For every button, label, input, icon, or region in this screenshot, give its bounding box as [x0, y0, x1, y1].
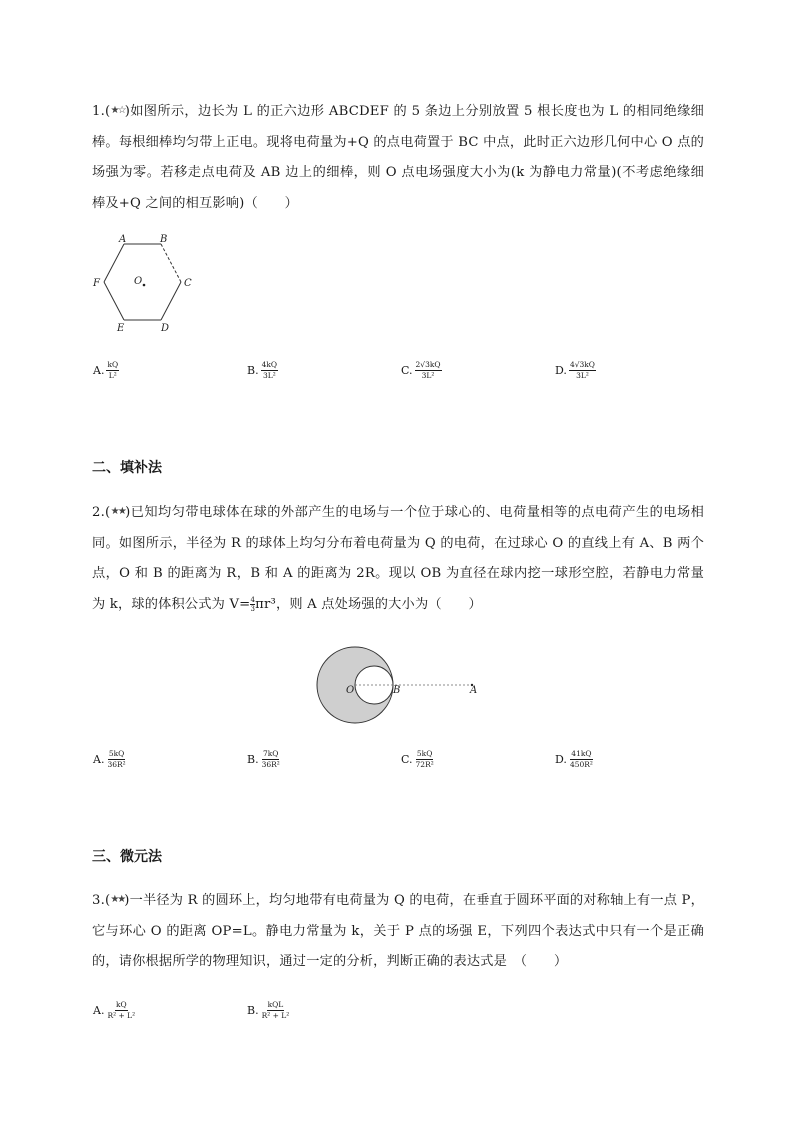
vertex-label-e: E — [117, 323, 125, 334]
question-number: 1. — [92, 104, 105, 119]
center-label-o: O — [134, 276, 143, 287]
option-label: D. — [555, 364, 567, 377]
question-body-part2: πr³，则 A 点处场强的大小为（ ） — [255, 596, 482, 612]
q2-option-b[interactable] — [247, 749, 281, 770]
q1-option-c[interactable] — [401, 360, 442, 381]
option-fraction: $\frac{5kQ}{\text{72R²}}$ — [415, 749, 434, 769]
question-1-text: 1.(★☆)如图所示，边长为 L 的正六边形 ABCDEF 的 5 条边上分别放置 5 根长度也为 L 的相同绝缘细棒。每根细棒均匀带上正电。现将电荷量为+Q 的点电荷置于 BC 中点，此时正六边形几何中心 O 点的场强为零。若移走点电荷及 AB 边上的细棒，则 O 点电场强度大小为(k 为静电力常量)(不考虑绝缘细棒及+Q 之间的相互影响)（ ） — [92, 104, 704, 211]
label-o: O — [346, 685, 355, 696]
question-body: 一半径为 R 的圆环上，均匀地带有电荷量为 Q 的电荷，在垂直于圆环平面的对称轴上有一点 P，它与环心 O 的距离 OP=L。静电力常量为 k，关于 P 点的场强 E，下列四个表达式中只有一个是正确的，请你根据所学的物理知识，通过一定的分析，判断正确的表达式是 （ ） — [92, 893, 704, 969]
edge-ef — [104, 282, 124, 320]
sphere-cavity-figure — [312, 645, 484, 727]
hexagon-figure — [88, 232, 198, 334]
difficulty-stars: ★★ — [110, 894, 125, 905]
option-label: C. — [401, 753, 413, 766]
q2-option-c[interactable] — [401, 749, 435, 770]
vertex-label-a: A — [119, 234, 127, 245]
option-fraction: $\frac{\text{kQL}}{\text{R² + L²}}$ — [261, 1000, 290, 1020]
q1-option-d[interactable] — [555, 360, 596, 381]
q2-option-d[interactable] — [555, 749, 594, 770]
option-fraction: $\frac{2√3kQ}{\text{3L²}}$ — [415, 360, 441, 380]
question-number: 3. — [92, 893, 105, 908]
q1-option-b[interactable] — [247, 360, 278, 381]
q3-option-a[interactable] — [93, 1000, 136, 1021]
option-fraction: $\frac{kQ}{\text{L²}}$ — [107, 360, 119, 380]
edge-cd — [161, 282, 181, 320]
vertex-label-b: B — [160, 234, 168, 245]
option-label: B. — [247, 1004, 259, 1017]
q1-option-a[interactable] — [93, 360, 119, 381]
label-a: A — [470, 685, 478, 696]
option-label: C. — [401, 364, 413, 377]
section-3-heading: 三、微元法 — [92, 849, 162, 865]
volume-fraction: $\frac{4}{3}$ — [250, 595, 256, 613]
vertex-label-c: C — [184, 278, 192, 289]
section-2-heading: 二、填补法 — [92, 460, 162, 476]
edge-fa — [104, 244, 124, 282]
question-body-part1: 已知均匀带电球体在球的外部产生的电场与一个位于球心的、电荷量相等的点电荷产生的电场相同。如图所示，半径为 R 的球体上均匀分布着电荷量为 Q 的电荷，在过球心 O 的直线上有 A、B 两个点，O 和 B 的距离为 R，B 和 A 的距离为 2R。现以 OB 为直径在球内挖一球形空腔，若静电力常量为 k，球的体积公式为 V= — [92, 505, 704, 612]
option-fraction: $\frac{41kQ}{\text{450R²}}$ — [569, 749, 593, 769]
option-fraction: $\frac{4kQ}{\text{3L²}}$ — [261, 360, 278, 380]
edge-bc-dashed — [161, 244, 181, 282]
q2-option-a[interactable] — [93, 749, 127, 770]
label-b: B — [393, 685, 401, 696]
option-label: D. — [555, 753, 567, 766]
question-number: 2. — [92, 505, 105, 520]
option-fraction: $\frac{kQ}{\text{R² + L²}}$ — [107, 1000, 136, 1020]
question-body: 如图所示，边长为 L 的正六边形 ABCDEF 的 5 条边上分别放置 5 根长度也为 L 的相同绝缘细棒。每根细棒均匀带上正电。现将电荷量为+Q 的点电荷置于 BC 中点，此时正六边形几何中心 O 点的场强为零。若移走点电荷及 AB 边上的细棒，则 O 点电场强度大小为(k 为静电力常量)(不考虑绝缘细棒及+Q 之间的相互影响)（ ） — [92, 104, 704, 211]
option-label: B. — [247, 753, 259, 766]
question-2-text: 2.(★★)已知均匀带电球体在球的外部产生的电场与一个位于球心的、电荷量相等的点电荷产生的电场相同。如图所示，半径为 R 的球体上均匀分布着电荷量为 Q 的电荷，在过球心 O 的直线上有 A、B 两个点，O 和 B 的距离为 R，B 和 A 的距离为 2R。现以 OB 为直径在球内挖一球形空腔，若静电力常量为 k，球的体积公式为 V= $\frac{4}{3}$ πr³，则 A 点处场强的大小为（ ） — [92, 505, 704, 613]
question-3-text: 3.(★★)一半径为 R 的圆环上，均匀地带有电荷量为 Q 的电荷，在垂直于圆环平面的对称轴上有一点 P，它与环心 O 的距离 OP=L。静电力常量为 k，关于 P 点的场强 E，下列四个表达式中只有一个是正确的，请你根据所学的物理知识，通过一定的分析，判断正确的表达式是 （ ） — [92, 893, 704, 969]
option-label: A. — [93, 1004, 105, 1017]
option-fraction: $\frac{5kQ}{\text{36R²}}$ — [107, 749, 126, 769]
option-fraction: $\frac{7kQ}{\text{36R²}}$ — [261, 749, 280, 769]
q3-option-b[interactable] — [247, 1000, 290, 1021]
vertex-label-d: D — [161, 323, 170, 334]
difficulty-stars: ★☆ — [110, 105, 125, 116]
option-label: A. — [93, 753, 105, 766]
center-point — [143, 284, 146, 287]
difficulty-stars: ★★ — [110, 506, 126, 517]
vertex-label-f: F — [93, 278, 100, 289]
option-label: A. — [93, 364, 105, 377]
option-fraction: $\frac{4√3kQ}{\text{3L²}}$ — [569, 360, 595, 380]
option-label: B. — [247, 364, 259, 377]
